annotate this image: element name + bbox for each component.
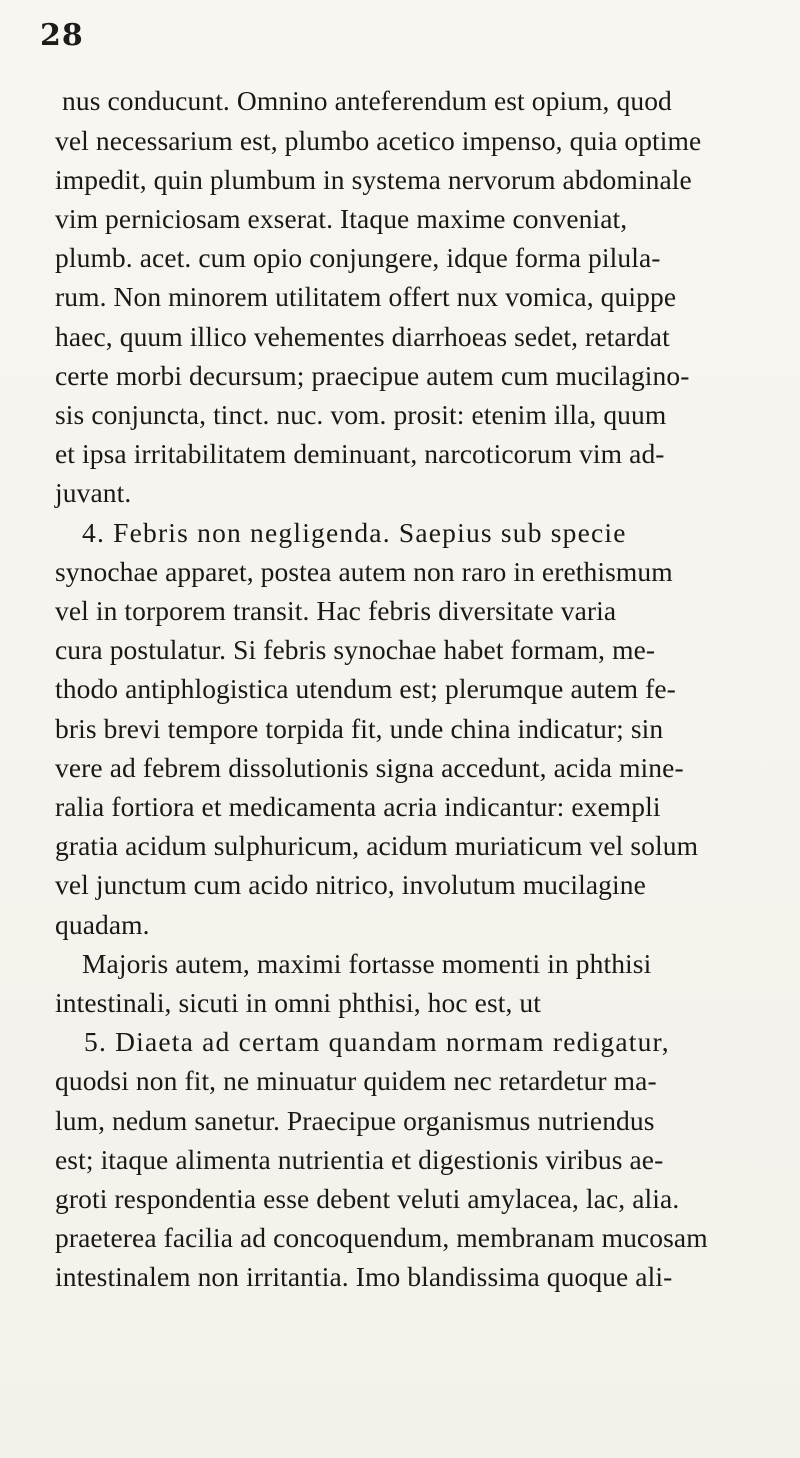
text-line: vim perniciosam exserat. Itaque maxime conveniat, <box>55 203 628 234</box>
text-line: lum, nedum sanetur. Praecipue organismus nutriendus <box>55 1105 655 1136</box>
text-line: vere ad febrem dissolutionis signa accedunt, acida mine- <box>55 752 684 783</box>
text-line: cura postulatur. Si febris synochae habet formam, me- <box>55 634 656 665</box>
text-line: vel junctum cum acido nitrico, involutum mucilagine <box>55 869 646 900</box>
text-line: vel necessarium est, plumbo acetico impenso, quia optime <box>55 125 702 156</box>
text-line: gratia acidum sulphuricum, acidum muriaticum vel solum <box>55 830 699 861</box>
text-line: praeterea facilia ad concoquendum, membranam mucosam <box>55 1222 708 1253</box>
text-line: ralia fortiora et medicamenta acria indicantur: exempli <box>55 791 661 822</box>
text-line: vel in torporem transit. Hac febris diversitate varia <box>55 595 617 626</box>
text-line: nus conducunt. Omnino anteferendum est opium, quod <box>62 85 672 116</box>
text-line: thodo antiphlogistica utendum est; plerumque autem fe- <box>55 673 676 704</box>
text-line: bris brevi tempore torpida fit, unde china indicatur; sin <box>55 713 664 744</box>
text-line: certe morbi decursum; praecipue autem cum mucilagino- <box>55 360 690 391</box>
text-line: juvant. <box>55 477 132 508</box>
text-line: rum. Non minorem utilitatem offert nux vomica, quippe <box>55 281 677 312</box>
section-heading-line: 4. Febris non negligenda. Saepius sub specie <box>82 517 627 548</box>
text-line: plumb. acet. cum opio conjungere, idque forma pilula- <box>55 242 661 273</box>
text-line: sis conjuncta, tinct. nuc. vom. prosit: etenim illa, quum <box>55 399 667 430</box>
text-line: quadam. <box>55 909 150 940</box>
text-line: est; itaque alimenta nutrientia et digestionis viribus ae- <box>55 1144 664 1175</box>
text-line: quodsi non fit, ne minuatur quidem nec retardetur ma- <box>55 1065 657 1096</box>
section-heading-line: 5. Diaeta ad certam quandam normam redigatur, <box>84 1026 670 1057</box>
text-line: intestinalem non irritantia. Imo blandissima quoque ali- <box>55 1261 673 1292</box>
text-line: groti respondentia esse debent veluti amylacea, lac, alia. <box>55 1183 680 1214</box>
page-number: 28 <box>40 18 84 53</box>
text-line: et ipsa irritabilitatem deminuant, narcoticorum vim ad- <box>55 438 665 469</box>
text-line: impedit, quin plumbum in systema nervorum abdominale <box>55 164 692 195</box>
text-line: Majoris autem, maximi fortasse momenti in phthisi <box>82 948 652 979</box>
text-line: intestinali, sicuti in omni phthisi, hoc est, ut <box>55 987 542 1018</box>
text-line: haec, quum illico vehementes diarrhoeas sedet, retardat <box>55 321 670 352</box>
text-line: synochae apparet, postea autem non raro in erethismum <box>55 556 673 587</box>
